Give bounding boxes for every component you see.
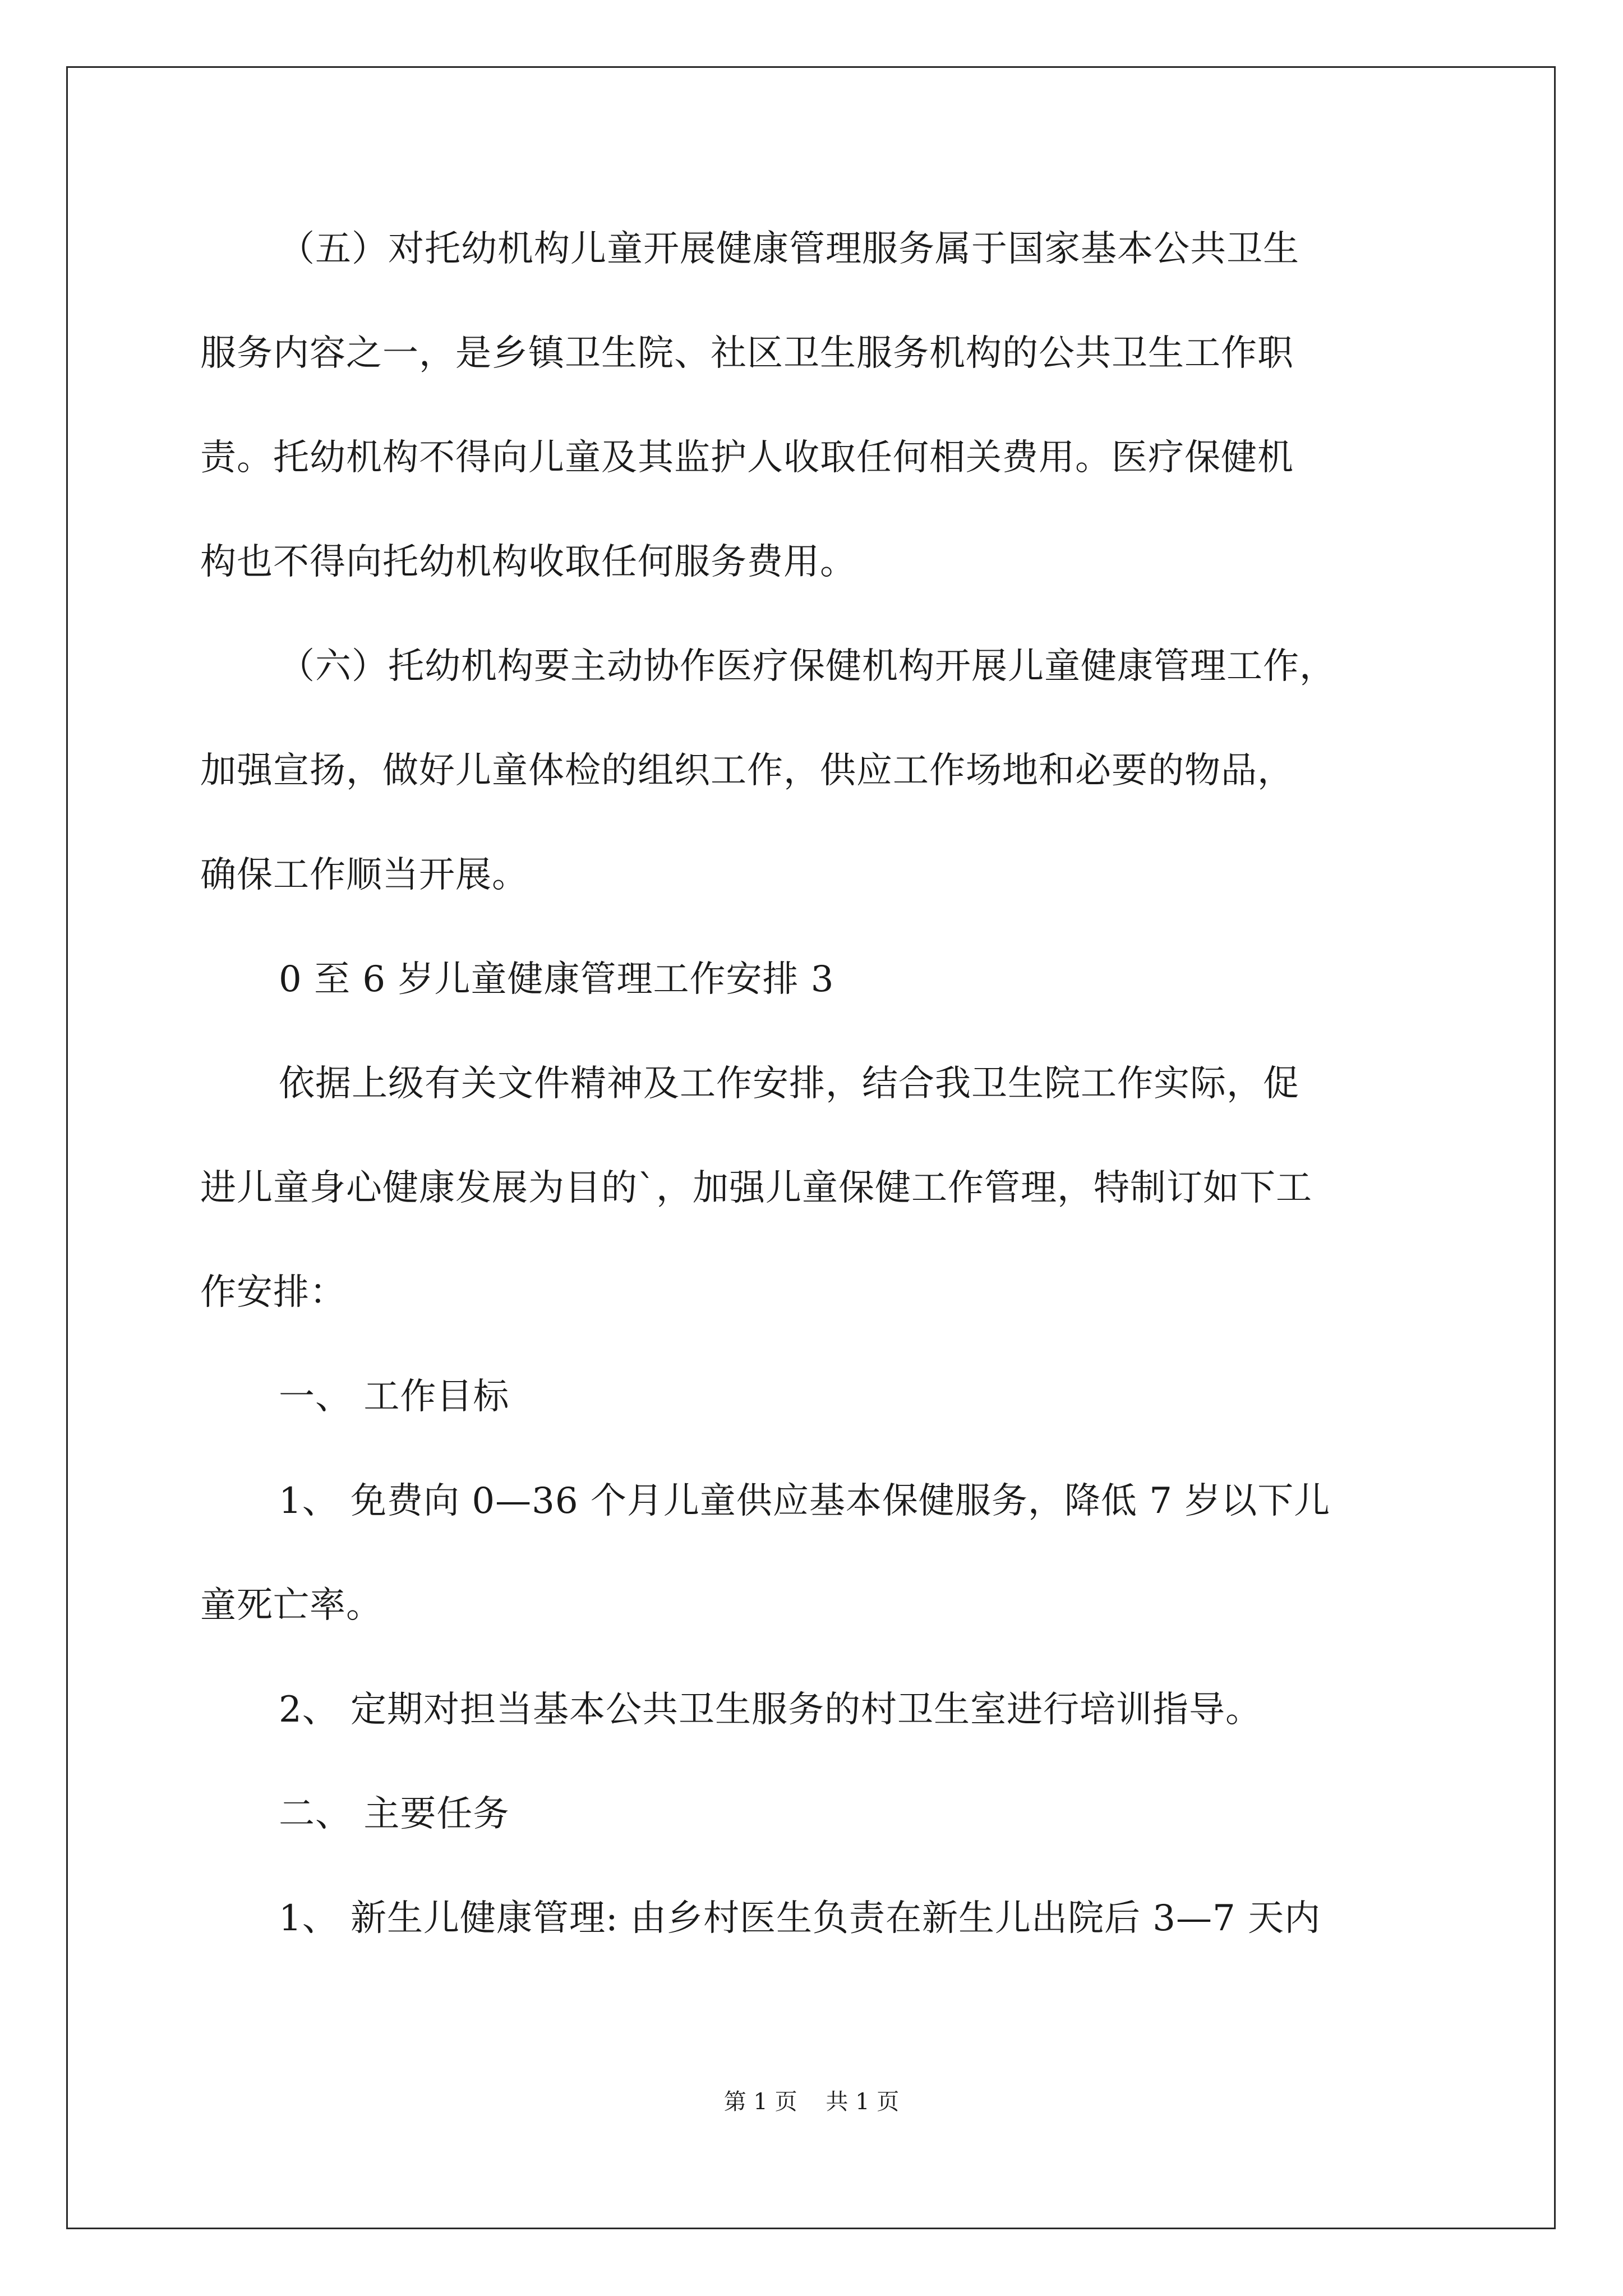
section-heading: 0 至 6 岁儿童健康管理工作安排 3	[279, 959, 834, 1000]
text-line: 服务内容之一，是乡镇卫生院、社区卫生服务机构的公共卫生工作职	[200, 333, 1294, 374]
list-item: 1、 免费向 0—36 个月儿童供应基本保健服务，降低 7 岁以下儿	[279, 1480, 1331, 1522]
section-heading: 一、 工作目标	[279, 1376, 510, 1418]
section-heading: 二、 主要任务	[279, 1793, 510, 1835]
text-line: 加强宣扬，做好儿童体检的组织工作，供应工作场地和必要的物品，	[200, 750, 1294, 792]
text-line: 进儿童身心健康发展为目的`，加强儿童保健工作管理，特制订如下工	[200, 1167, 1312, 1209]
text-line: （五）对托幼机构儿童开展健康管理服务属于国家基本公共卫生	[279, 228, 1299, 270]
text-line: 依据上级有关文件精神及工作安排，结合我卫生院工作实际，促	[279, 1063, 1299, 1105]
text-line: 作安排：	[200, 1272, 346, 1313]
text-line: 责。托幼机构不得向儿童及其监护人收取任何相关费用。医疗保健机	[200, 437, 1294, 478]
list-item: 1、 新生儿健康管理: 由乡村医生负责在新生儿出院后 3—7 天内	[279, 1898, 1321, 1939]
list-item: 2、 定期对担当基本公共卫生服务的村卫生室进行培训指导。	[279, 1689, 1262, 1731]
text-line: 确保工作顺当开展。	[200, 854, 528, 896]
page-footer: 第 1 页 共 1 页	[723, 2089, 900, 2115]
text-line: 童死亡率。	[200, 1585, 382, 1626]
text-line: 构也不得向托幼机构收取任何服务费用。	[200, 541, 856, 583]
text-line: （六）托幼机构要主动协作医疗保健机构开展儿童健康管理工作，	[279, 646, 1336, 687]
